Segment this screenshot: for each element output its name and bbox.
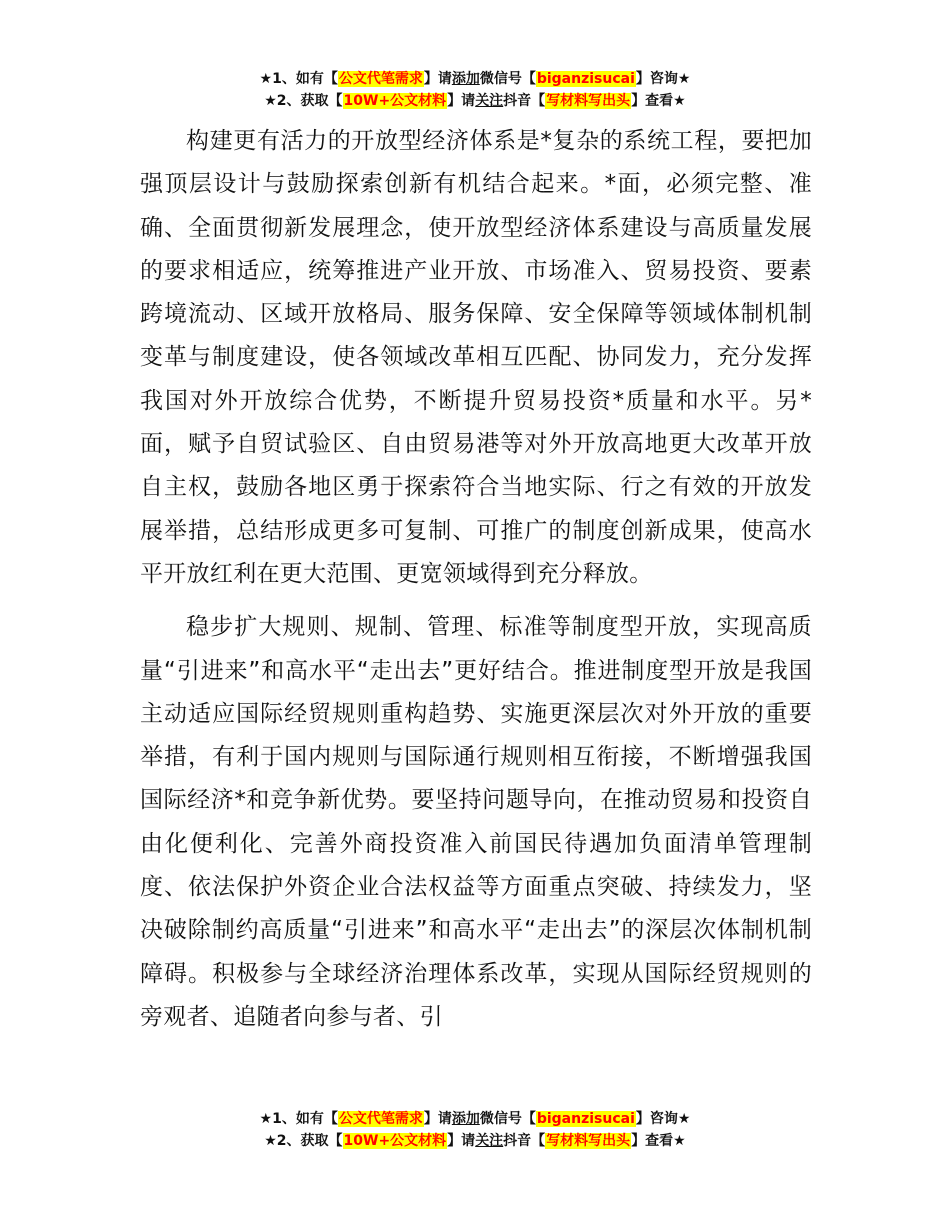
promo-text: 微信号【 [479,71,536,87]
promo-highlight-materials: 10W+公文材料 [343,93,447,109]
header-promo-banner [0,68,950,112]
promo-highlight-douyin: 写材料写出头 [546,93,631,109]
body-paragraph-1: 构建更有活力的开放型经济体系是*复杂的系统工程，要把加强顶层设计与鼓励探索创新有机结合起来。*面，必须完整、准确、全面贯彻新发展理念，使开放型经济体系建设与高质量发展的要求相适应，统筹推进产业开放、市场准入、贸易投资、要素跨境流动、区域开放格局、服务保障、安全保障等领域体制机制变革与制度建设，使各领域改革相互匹配、协同发力，充分发挥我国对外开放综合优势，不断提升贸易投资*质量和水平。另*面，赋予自贸试验区、自由贸易港等对外开放高地更大改革开放自主权，鼓励各地区勇于探索符合当地实际、行之有效的开放发展举措，总结形成更多可复制、可推广的制度创新成果，使高水平开放红利在更大范围、更宽领域得到充分释放。 [140,128,812,587]
promo-text: 】请 [423,71,452,87]
promo-line-1 [0,68,950,90]
promo-underlined-text: 添加 [451,71,480,87]
promo-text: ★1、如有【 [259,1111,338,1127]
promo-text: ★2、获取【 [264,1133,343,1149]
promo-underlined-text: 关注 [475,93,504,109]
promo-highlight-service: 公文代笔需求 [338,71,423,87]
promo-text: 】咨询★ [635,1111,691,1127]
promo-text: 】请 [447,1133,476,1149]
promo-underlined-text: 添加 [451,1111,480,1127]
promo-text: 】查看★ [631,93,686,109]
promo-underlined-text: 关注 [475,1133,504,1149]
footer-promo-banner [0,1108,950,1152]
promo-text: ★1、如有【 [259,71,338,87]
promo-text: 抖音【 [503,93,546,109]
body-paragraph-2: 稳步扩大规则、规制、管理、标准等制度型开放，实现高质量“引进来”和高水平“走出去”更好结合。推进制度型开放是我国主动适应国际经贸规则重构趋势、实施更深层次对外开放的重要举措，有利于国内规则与国际通行规则相互衔接，不断增强我国国际经济*和竞争新优势。要坚持问题导向，在推动贸易和投资自由化便利化、完善外商投资准入前国民待遇加负面清单管理制度、依法保护外资企业合法权益等方面重点突破、持续发力，坚决破除制约高质量“引进来”和高水平“走出去”的深层次体制机制障碍。积极参与全球经济治理体系改革，实现从国际经贸规则的旁观者、追随者向参与者、引 [140,614,812,1030]
promo-text: 微信号【 [479,1111,536,1127]
promo-highlight-wechat-id: biganzisucai [536,1111,635,1127]
promo-line-2 [0,90,950,112]
promo-highlight-wechat-id: biganzisucai [536,71,635,87]
promo-text: 】咨询★ [635,71,691,87]
promo-text: 】查看★ [631,1133,686,1149]
promo-text: ★2、获取【 [264,93,343,109]
promo-line-1 [0,1108,950,1130]
promo-text: 】请 [447,93,476,109]
document-body [140,120,812,1049]
promo-highlight-service: 公文代笔需求 [338,1111,423,1127]
promo-text: 抖音【 [503,1133,546,1149]
promo-text: 】请 [423,1111,452,1127]
promo-highlight-materials: 10W+公文材料 [343,1133,447,1149]
promo-line-2 [0,1130,950,1152]
promo-highlight-douyin: 写材料写出头 [546,1133,631,1149]
